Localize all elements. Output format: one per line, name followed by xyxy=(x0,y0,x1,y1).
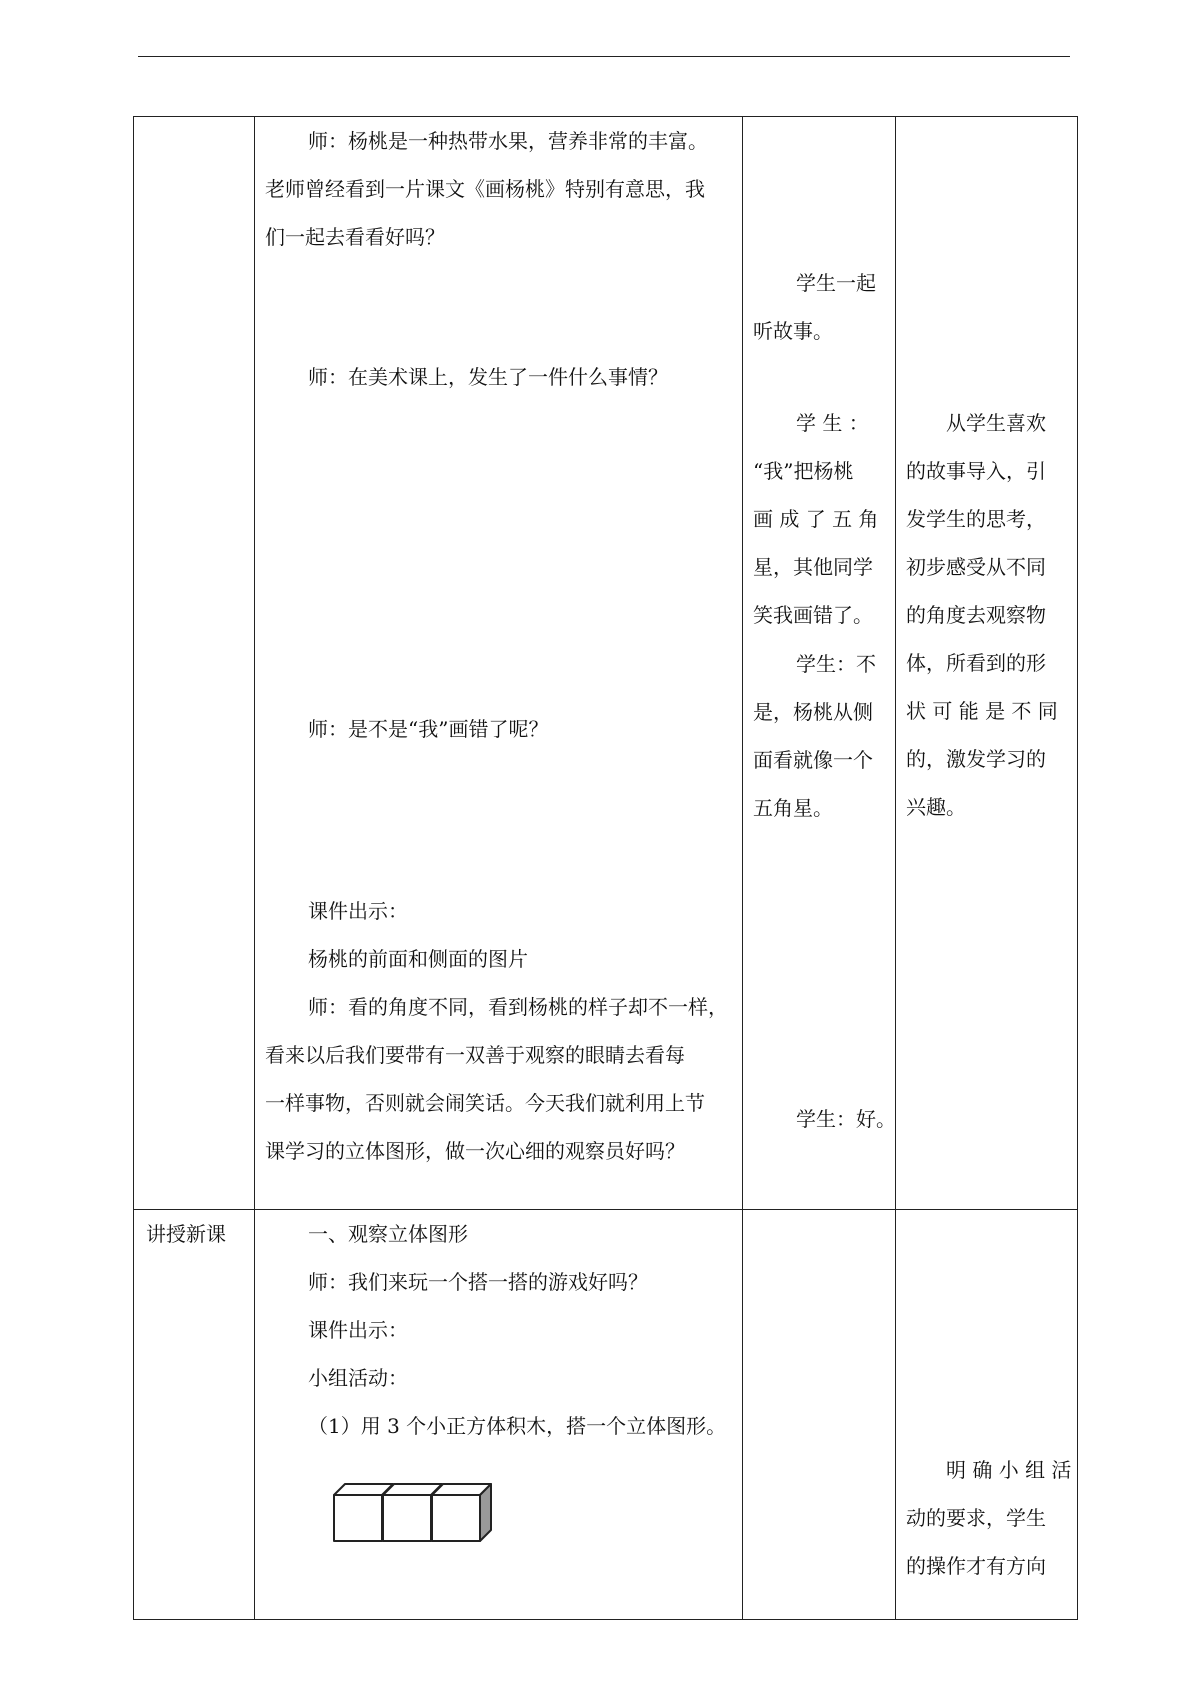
student-response xyxy=(753,259,883,355)
stage-cell xyxy=(134,1210,255,1620)
group-activity-label: 小组活动： xyxy=(308,1366,408,1390)
cube-front-face xyxy=(432,1495,480,1541)
teacher-question: 师：我们来玩一个搭一搭的游戏好吗？ xyxy=(308,1270,648,1294)
text-line: 画 成 了 五 角 xyxy=(753,507,879,531)
teacher-question: 师：在美术课上，发生了一件什么事情？ xyxy=(308,365,668,389)
stage-cell xyxy=(134,117,255,1210)
section-heading: 一、观察立体图形 xyxy=(308,1222,468,1246)
text-line: 星，其他同学 xyxy=(753,555,873,579)
courseware-content: 杨桃的前面和侧面的图片 xyxy=(308,947,528,971)
student-activity-cell xyxy=(743,117,896,1210)
student-response: 学生：好。 xyxy=(796,1107,896,1131)
cube-front-face xyxy=(334,1495,382,1541)
paragraph-teacher-summary xyxy=(255,983,728,1175)
cube-side-face xyxy=(480,1484,491,1541)
text-line: 的，激发学习的 xyxy=(906,747,1046,771)
paragraph-story-intro xyxy=(255,117,732,261)
text-line: 发学生的思考， xyxy=(906,507,1046,531)
text-line: 笑我画错了。 xyxy=(753,603,873,627)
text-line: 面看就像一个 xyxy=(753,748,873,772)
text-line: 老师曾经看到一片课文《画杨桃》特别有意思，我 xyxy=(265,177,705,201)
text-line: “我”把杨桃 xyxy=(753,459,854,483)
text-line: 的角度去观察物 xyxy=(906,603,1046,627)
text-line: 状 可 能 是 不 同 xyxy=(906,699,1058,723)
text-line: 五角星。 xyxy=(753,796,833,820)
text-line: 的操作才有方向 xyxy=(906,1554,1046,1578)
design-intent-text xyxy=(906,1446,1072,1590)
design-intent-text xyxy=(906,399,1068,831)
student-response xyxy=(753,399,883,639)
text-line: 一样事物，否则就会闹笑话。今天我们就利用上节 xyxy=(265,1091,705,1115)
text-line: 们一起去看看好吗？ xyxy=(265,225,445,249)
courseware-label: 课件出示： xyxy=(308,1318,408,1342)
text-line: 是，杨桃从侧 xyxy=(753,700,873,724)
three-cubes-figure xyxy=(333,1481,499,1543)
header-rule xyxy=(138,56,1070,57)
text-line: 明 确 小 组 活 xyxy=(946,1458,1072,1482)
text-line: 初步感受从不同 xyxy=(906,555,1046,579)
table-row xyxy=(134,117,1078,1210)
design-intent-cell xyxy=(896,1210,1078,1620)
cube-front-face xyxy=(383,1495,431,1541)
text-line: 听故事。 xyxy=(753,319,833,343)
text-line: 学 生 ： xyxy=(796,411,869,435)
text-line: 从学生喜欢 xyxy=(946,411,1046,435)
student-response xyxy=(753,640,883,832)
teaching-process-cell xyxy=(255,1210,743,1620)
text-line: 师：看的角度不同，看到杨桃的样子却不一样， xyxy=(308,995,728,1019)
courseware-label: 课件出示： xyxy=(308,899,408,923)
text-line: 兴趣。 xyxy=(906,795,966,819)
teacher-question: 师：是不是“我”画错了呢？ xyxy=(308,717,549,741)
teaching-process-cell xyxy=(255,117,743,1210)
text-line: 学生一起 xyxy=(796,271,876,295)
text-line: 的故事导入，引 xyxy=(906,459,1046,483)
text-line: 动的要求，学生 xyxy=(906,1506,1046,1530)
stage-label: 讲授新课 xyxy=(146,1222,226,1246)
design-intent-cell xyxy=(896,117,1078,1210)
activity-instruction: （1）用 3 个小正方体积木，搭一个立体图形。 xyxy=(308,1414,727,1438)
text-line: 看来以后我们要带有一双善于观察的眼睛去看每 xyxy=(265,1043,685,1067)
lesson-plan-table xyxy=(133,116,1078,1620)
text-line: 课学习的立体图形，做一次心细的观察员好吗？ xyxy=(265,1139,685,1163)
text-line: 体，所看到的形 xyxy=(906,651,1046,675)
text-line: 学生：不 xyxy=(796,652,876,676)
text-line: 师：杨桃是一种热带水果，营养非常的丰富。 xyxy=(308,129,708,153)
student-activity-cell xyxy=(743,1210,896,1620)
table-row xyxy=(134,1210,1078,1620)
